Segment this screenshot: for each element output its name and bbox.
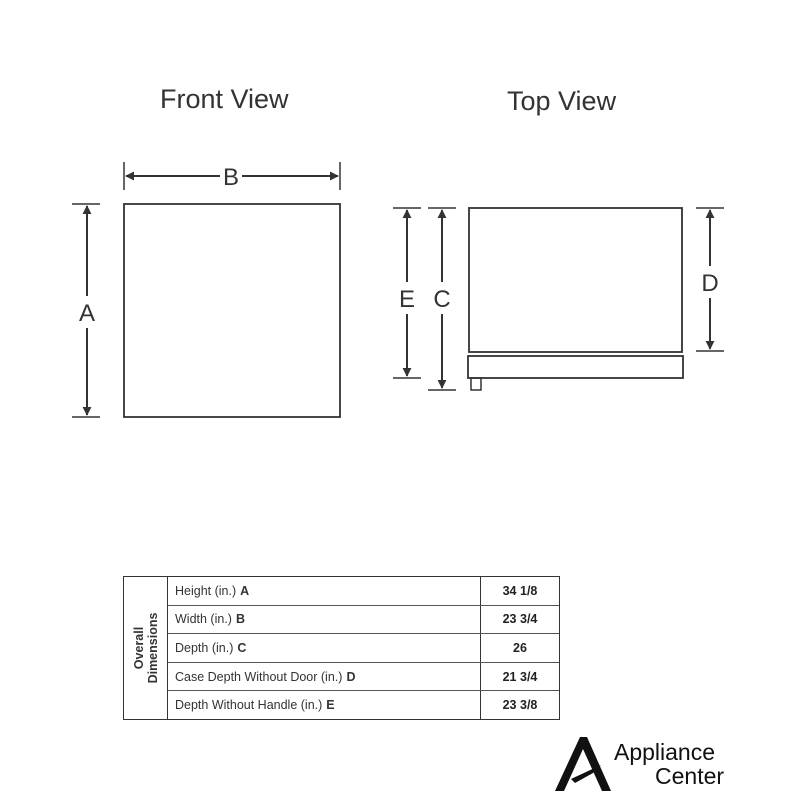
dimension-e <box>393 208 421 378</box>
label-d: D <box>701 270 719 297</box>
logo-text-appliance: Appliance <box>614 739 716 765</box>
table-row-case-depth <box>168 663 559 692</box>
row-key: C <box>237 640 247 655</box>
row-value: 21 3/4 <box>502 669 538 684</box>
overall-dimensions-label <box>132 613 160 684</box>
label-a: A <box>78 300 96 327</box>
top-view-handle <box>471 378 481 390</box>
dimension-d <box>696 208 724 351</box>
side-label-dimensions: Dimensions <box>145 612 160 684</box>
row-label <box>168 634 481 662</box>
row-label <box>168 663 481 691</box>
row-value: 23 3/4 <box>502 612 538 627</box>
side-label-overall: Overall <box>131 626 146 670</box>
row-value: 34 1/8 <box>502 583 538 598</box>
row-label-text: Depth (in.) <box>175 640 234 655</box>
table-row-depth <box>168 634 559 663</box>
row-value: 23 3/8 <box>502 698 538 713</box>
label-b: B <box>222 164 240 191</box>
row-value: 26 <box>513 640 527 655</box>
label-e: E <box>398 286 416 313</box>
dimension-b <box>124 162 340 191</box>
logo-text-center: Center <box>655 763 725 789</box>
row-label <box>168 691 481 719</box>
table-side-header <box>124 577 168 719</box>
row-key: E <box>326 698 335 713</box>
row-key: D <box>346 669 356 684</box>
top-view-door-outline <box>468 356 683 378</box>
row-label-text: Case Depth Without Door (in.) <box>175 669 343 684</box>
row-key: B <box>235 612 245 627</box>
table-rows <box>168 577 559 719</box>
dimension-a <box>72 204 100 417</box>
top-view-case-outline <box>469 208 682 352</box>
table-row-depth-without-handle <box>168 691 559 719</box>
row-label-text: Height (in.) <box>175 583 237 598</box>
label-c: C <box>433 286 451 313</box>
table-row-height <box>168 577 559 606</box>
row-label <box>168 577 481 605</box>
row-key: A <box>240 583 250 598</box>
front-view-title: Front View <box>160 84 289 114</box>
row-label <box>168 606 481 634</box>
dimension-c <box>428 208 456 390</box>
overall-dimensions-table <box>123 576 560 720</box>
table-row-width <box>168 606 559 635</box>
front-view-outline <box>124 204 340 417</box>
row-label-text: Depth Without Handle (in.) <box>175 698 323 713</box>
top-view-title: Top View <box>507 86 617 116</box>
row-label-text: Width (in.) <box>175 612 232 627</box>
